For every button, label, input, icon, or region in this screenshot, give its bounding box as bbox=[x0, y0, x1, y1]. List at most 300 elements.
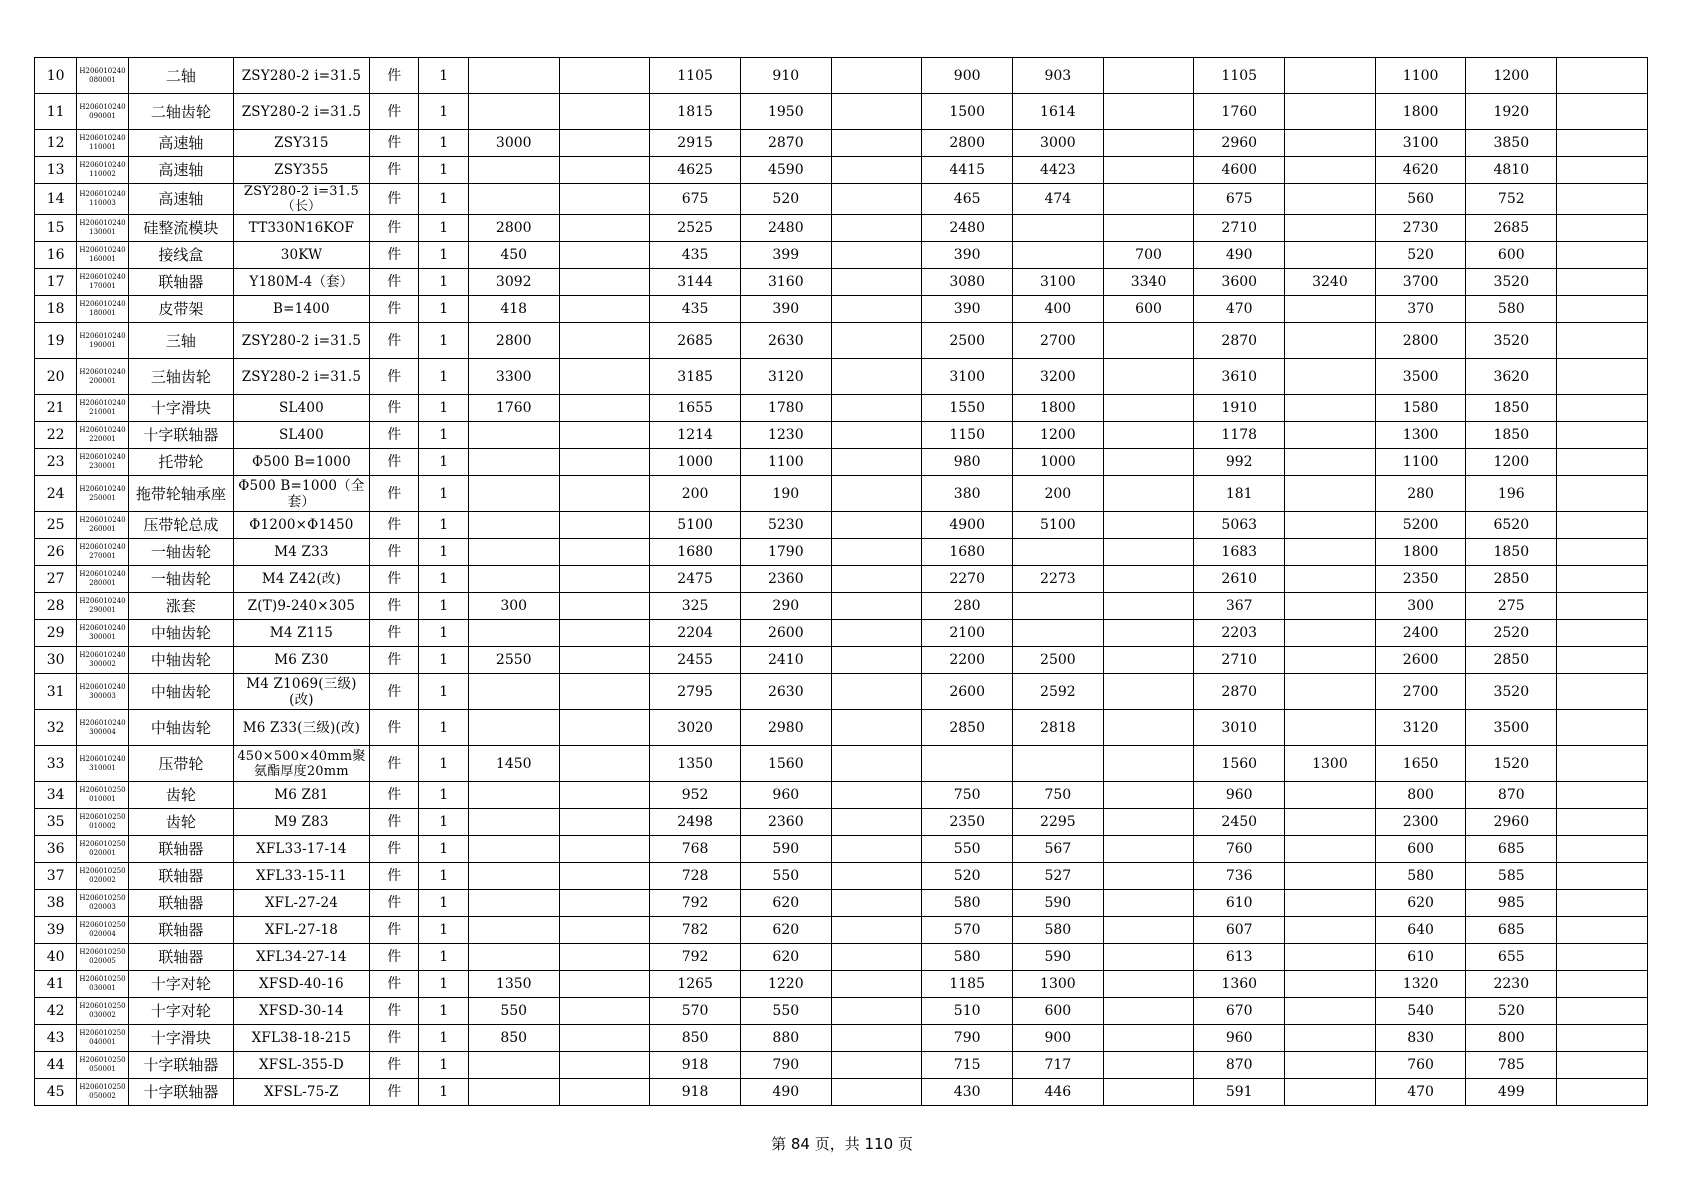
price-col-4-cell: 620 bbox=[740, 944, 831, 971]
price-col-13-cell bbox=[1557, 836, 1648, 863]
unit-cell: 件 bbox=[369, 1079, 418, 1106]
table-row bbox=[35, 917, 1648, 944]
table-row bbox=[35, 593, 1648, 620]
price-col-5-cell bbox=[831, 130, 922, 157]
item-code-cell: H206010250020002 bbox=[77, 863, 129, 890]
item-name-cell: 十字对轮 bbox=[128, 971, 233, 998]
item-name-cell: 十字联轴器 bbox=[128, 1079, 233, 1106]
price-col-10-cell bbox=[1285, 566, 1376, 593]
table-row bbox=[35, 323, 1648, 359]
item-name-cell: 三轴 bbox=[128, 323, 233, 359]
table-body bbox=[35, 58, 1648, 1106]
price-col-12-cell: 3520 bbox=[1466, 674, 1557, 710]
unit-cell: 件 bbox=[369, 620, 418, 647]
price-col-3-cell: 2475 bbox=[650, 566, 741, 593]
price-col-10-cell: 1300 bbox=[1285, 746, 1376, 782]
price-col-1-cell bbox=[468, 1052, 559, 1079]
price-col-5-cell bbox=[831, 512, 922, 539]
table-row bbox=[35, 782, 1648, 809]
price-col-1-cell: 1350 bbox=[468, 971, 559, 998]
item-name-cell: 压带轮总成 bbox=[128, 512, 233, 539]
price-col-10-cell bbox=[1285, 184, 1376, 215]
price-col-8-cell: 3340 bbox=[1103, 269, 1194, 296]
item-spec-cell: XFL33-15-11 bbox=[233, 863, 369, 890]
item-spec-cell: XFSL-355-D bbox=[233, 1052, 369, 1079]
price-col-9-cell: 3010 bbox=[1194, 710, 1285, 746]
price-col-1-cell: 418 bbox=[468, 296, 559, 323]
unit-cell: 件 bbox=[369, 157, 418, 184]
price-col-10-cell bbox=[1285, 130, 1376, 157]
price-col-7-cell: 5100 bbox=[1013, 512, 1104, 539]
price-col-9-cell: 675 bbox=[1194, 184, 1285, 215]
item-name-cell: 联轴器 bbox=[128, 863, 233, 890]
price-col-2-cell bbox=[559, 323, 650, 359]
price-col-4-cell: 190 bbox=[740, 476, 831, 512]
table-row bbox=[35, 130, 1648, 157]
price-col-13-cell bbox=[1557, 512, 1648, 539]
price-col-4-cell: 2630 bbox=[740, 323, 831, 359]
price-col-7-cell: 750 bbox=[1013, 782, 1104, 809]
price-col-9-cell: 5063 bbox=[1194, 512, 1285, 539]
price-col-3-cell: 1680 bbox=[650, 539, 741, 566]
price-col-3-cell: 2915 bbox=[650, 130, 741, 157]
item-code-cell: H206010240300002 bbox=[77, 647, 129, 674]
price-col-2-cell bbox=[559, 710, 650, 746]
price-col-12-cell: 2850 bbox=[1466, 647, 1557, 674]
price-col-2-cell bbox=[559, 836, 650, 863]
item-spec-cell: XFSD-30-14 bbox=[233, 998, 369, 1025]
price-col-11-cell: 1100 bbox=[1375, 58, 1466, 94]
price-col-2-cell bbox=[559, 971, 650, 998]
quantity-cell: 1 bbox=[419, 215, 468, 242]
table-row bbox=[35, 422, 1648, 449]
price-col-13-cell bbox=[1557, 998, 1648, 1025]
table-row bbox=[35, 359, 1648, 395]
item-name-cell: 联轴器 bbox=[128, 944, 233, 971]
price-col-1-cell bbox=[468, 863, 559, 890]
price-col-11-cell: 4620 bbox=[1375, 157, 1466, 184]
price-col-11-cell: 800 bbox=[1375, 782, 1466, 809]
price-col-12-cell: 1200 bbox=[1466, 58, 1557, 94]
price-col-10-cell bbox=[1285, 998, 1376, 1025]
item-spec-cell: XFSD-40-16 bbox=[233, 971, 369, 998]
price-col-8-cell bbox=[1103, 539, 1194, 566]
price-col-6-cell: 2100 bbox=[922, 620, 1013, 647]
price-col-12-cell: 2960 bbox=[1466, 809, 1557, 836]
unit-cell: 件 bbox=[369, 566, 418, 593]
price-col-7-cell: 2592 bbox=[1013, 674, 1104, 710]
price-col-12-cell: 1920 bbox=[1466, 94, 1557, 130]
price-col-9-cell: 367 bbox=[1194, 593, 1285, 620]
price-col-7-cell: 1800 bbox=[1013, 395, 1104, 422]
price-col-7-cell: 590 bbox=[1013, 944, 1104, 971]
price-col-8-cell bbox=[1103, 1025, 1194, 1052]
price-col-9-cell: 1683 bbox=[1194, 539, 1285, 566]
price-col-13-cell bbox=[1557, 359, 1648, 395]
item-spec-cell: M4 Z115 bbox=[233, 620, 369, 647]
quantity-cell: 1 bbox=[419, 674, 468, 710]
price-col-9-cell: 870 bbox=[1194, 1052, 1285, 1079]
price-col-12-cell: 1520 bbox=[1466, 746, 1557, 782]
row-number-cell: 12 bbox=[35, 130, 77, 157]
price-col-10-cell bbox=[1285, 863, 1376, 890]
price-col-5-cell bbox=[831, 58, 922, 94]
item-code-cell: H206010240300001 bbox=[77, 620, 129, 647]
price-col-3-cell: 675 bbox=[650, 184, 741, 215]
price-col-6-cell: 2850 bbox=[922, 710, 1013, 746]
price-col-1-cell bbox=[468, 809, 559, 836]
price-col-13-cell bbox=[1557, 917, 1648, 944]
row-number-cell: 15 bbox=[35, 215, 77, 242]
table-row bbox=[35, 647, 1648, 674]
price-col-5-cell bbox=[831, 323, 922, 359]
price-col-10-cell bbox=[1285, 971, 1376, 998]
price-col-12-cell: 600 bbox=[1466, 242, 1557, 269]
price-col-7-cell: 2295 bbox=[1013, 809, 1104, 836]
price-col-2-cell bbox=[559, 539, 650, 566]
price-col-10-cell bbox=[1285, 58, 1376, 94]
price-col-2-cell bbox=[559, 422, 650, 449]
price-col-2-cell bbox=[559, 359, 650, 395]
unit-cell: 件 bbox=[369, 863, 418, 890]
price-col-9-cell: 607 bbox=[1194, 917, 1285, 944]
price-col-10-cell bbox=[1285, 647, 1376, 674]
price-col-7-cell bbox=[1013, 242, 1104, 269]
item-spec-cell: SL400 bbox=[233, 422, 369, 449]
price-col-8-cell bbox=[1103, 157, 1194, 184]
price-col-11-cell: 2600 bbox=[1375, 647, 1466, 674]
price-col-2-cell bbox=[559, 809, 650, 836]
price-col-12-cell: 6520 bbox=[1466, 512, 1557, 539]
price-col-6-cell: 4415 bbox=[922, 157, 1013, 184]
price-col-13-cell bbox=[1557, 647, 1648, 674]
price-col-7-cell: 2273 bbox=[1013, 566, 1104, 593]
quantity-cell: 1 bbox=[419, 157, 468, 184]
price-col-8-cell bbox=[1103, 58, 1194, 94]
price-col-7-cell: 567 bbox=[1013, 836, 1104, 863]
quantity-cell: 1 bbox=[419, 746, 468, 782]
item-spec-cell: ZSY280-2 i=31.5 bbox=[233, 323, 369, 359]
price-col-8-cell bbox=[1103, 809, 1194, 836]
unit-cell: 件 bbox=[369, 836, 418, 863]
price-col-9-cell: 181 bbox=[1194, 476, 1285, 512]
unit-cell: 件 bbox=[369, 944, 418, 971]
price-col-12-cell: 1850 bbox=[1466, 422, 1557, 449]
price-col-5-cell bbox=[831, 269, 922, 296]
price-col-8-cell bbox=[1103, 184, 1194, 215]
quantity-cell: 1 bbox=[419, 971, 468, 998]
price-col-1-cell: 450 bbox=[468, 242, 559, 269]
row-number-cell: 30 bbox=[35, 647, 77, 674]
price-col-10-cell bbox=[1285, 593, 1376, 620]
price-col-10-cell bbox=[1285, 323, 1376, 359]
item-name-cell: 拖带轮轴承座 bbox=[128, 476, 233, 512]
price-col-2-cell bbox=[559, 566, 650, 593]
item-spec-cell: ZSY280-2 i=31.5 bbox=[233, 94, 369, 130]
price-col-13-cell bbox=[1557, 971, 1648, 998]
price-col-4-cell: 399 bbox=[740, 242, 831, 269]
price-col-5-cell bbox=[831, 593, 922, 620]
unit-cell: 件 bbox=[369, 593, 418, 620]
table-row bbox=[35, 998, 1648, 1025]
table-row bbox=[35, 184, 1648, 215]
price-col-11-cell: 1650 bbox=[1375, 746, 1466, 782]
price-col-7-cell: 2700 bbox=[1013, 323, 1104, 359]
unit-cell: 件 bbox=[369, 782, 418, 809]
price-col-8-cell bbox=[1103, 710, 1194, 746]
price-col-13-cell bbox=[1557, 269, 1648, 296]
row-number-cell: 42 bbox=[35, 998, 77, 1025]
price-col-10-cell bbox=[1285, 710, 1376, 746]
item-code-cell: H206010240260001 bbox=[77, 512, 129, 539]
price-col-12-cell: 785 bbox=[1466, 1052, 1557, 1079]
item-code-cell: H206010240230001 bbox=[77, 449, 129, 476]
price-col-3-cell: 782 bbox=[650, 917, 741, 944]
price-col-13-cell bbox=[1557, 674, 1648, 710]
table-row bbox=[35, 944, 1648, 971]
price-col-6-cell: 980 bbox=[922, 449, 1013, 476]
item-code-cell: H206010250010001 bbox=[77, 782, 129, 809]
item-code-cell: H206010250020005 bbox=[77, 944, 129, 971]
quantity-cell: 1 bbox=[419, 647, 468, 674]
price-col-2-cell bbox=[559, 944, 650, 971]
price-col-5-cell bbox=[831, 359, 922, 395]
price-col-1-cell bbox=[468, 58, 559, 94]
price-col-5-cell bbox=[831, 890, 922, 917]
row-number-cell: 40 bbox=[35, 944, 77, 971]
item-code-cell: H206010240200001 bbox=[77, 359, 129, 395]
unit-cell: 件 bbox=[369, 296, 418, 323]
price-col-13-cell bbox=[1557, 449, 1648, 476]
unit-cell: 件 bbox=[369, 971, 418, 998]
price-col-6-cell: 1500 bbox=[922, 94, 1013, 130]
item-spec-cell: ZSY315 bbox=[233, 130, 369, 157]
price-col-8-cell bbox=[1103, 944, 1194, 971]
unit-cell: 件 bbox=[369, 674, 418, 710]
price-col-1-cell: 550 bbox=[468, 998, 559, 1025]
row-number-cell: 45 bbox=[35, 1079, 77, 1106]
price-col-13-cell bbox=[1557, 944, 1648, 971]
price-col-5-cell bbox=[831, 94, 922, 130]
item-code-cell: H206010250020001 bbox=[77, 836, 129, 863]
price-col-6-cell: 790 bbox=[922, 1025, 1013, 1052]
price-col-1-cell bbox=[468, 449, 559, 476]
quantity-cell: 1 bbox=[419, 710, 468, 746]
price-col-11-cell: 5200 bbox=[1375, 512, 1466, 539]
row-number-cell: 43 bbox=[35, 1025, 77, 1052]
price-col-10-cell bbox=[1285, 422, 1376, 449]
price-col-1-cell: 2800 bbox=[468, 323, 559, 359]
item-name-cell: 十字对轮 bbox=[128, 998, 233, 1025]
price-col-12-cell: 3620 bbox=[1466, 359, 1557, 395]
price-col-6-cell: 1150 bbox=[922, 422, 1013, 449]
price-col-12-cell: 752 bbox=[1466, 184, 1557, 215]
price-col-12-cell: 2850 bbox=[1466, 566, 1557, 593]
price-col-11-cell: 610 bbox=[1375, 944, 1466, 971]
price-col-4-cell: 550 bbox=[740, 863, 831, 890]
price-col-5-cell bbox=[831, 395, 922, 422]
price-col-12-cell: 2230 bbox=[1466, 971, 1557, 998]
table-row bbox=[35, 1025, 1648, 1052]
price-col-6-cell: 1550 bbox=[922, 395, 1013, 422]
price-col-4-cell: 490 bbox=[740, 1079, 831, 1106]
unit-cell: 件 bbox=[369, 917, 418, 944]
price-col-13-cell bbox=[1557, 890, 1648, 917]
item-spec-cell: M6 Z30 bbox=[233, 647, 369, 674]
quantity-cell: 1 bbox=[419, 1052, 468, 1079]
price-col-4-cell: 390 bbox=[740, 296, 831, 323]
item-code-cell: H206010250050001 bbox=[77, 1052, 129, 1079]
row-number-cell: 16 bbox=[35, 242, 77, 269]
price-col-2-cell bbox=[559, 746, 650, 782]
price-col-13-cell bbox=[1557, 476, 1648, 512]
unit-cell: 件 bbox=[369, 1052, 418, 1079]
table-row bbox=[35, 242, 1648, 269]
price-col-10-cell bbox=[1285, 917, 1376, 944]
table-row bbox=[35, 890, 1648, 917]
price-col-2-cell bbox=[559, 998, 650, 1025]
item-code-cell: H206010250040001 bbox=[77, 1025, 129, 1052]
price-col-3-cell: 4625 bbox=[650, 157, 741, 184]
price-col-3-cell: 200 bbox=[650, 476, 741, 512]
price-col-1-cell bbox=[468, 566, 559, 593]
price-col-11-cell: 2800 bbox=[1375, 323, 1466, 359]
price-col-11-cell: 1300 bbox=[1375, 422, 1466, 449]
price-col-9-cell: 1560 bbox=[1194, 746, 1285, 782]
price-col-6-cell: 280 bbox=[922, 593, 1013, 620]
unit-cell: 件 bbox=[369, 242, 418, 269]
item-spec-cell: Z(T)9-240×305 bbox=[233, 593, 369, 620]
item-code-cell: H206010240090001 bbox=[77, 94, 129, 130]
item-name-cell: 十字滑块 bbox=[128, 395, 233, 422]
row-number-cell: 27 bbox=[35, 566, 77, 593]
price-col-2-cell bbox=[559, 1079, 650, 1106]
price-col-11-cell: 300 bbox=[1375, 593, 1466, 620]
price-col-12-cell: 985 bbox=[1466, 890, 1557, 917]
price-col-5-cell bbox=[831, 476, 922, 512]
price-col-6-cell: 520 bbox=[922, 863, 1013, 890]
price-col-5-cell bbox=[831, 782, 922, 809]
quantity-cell: 1 bbox=[419, 1025, 468, 1052]
price-col-1-cell: 1450 bbox=[468, 746, 559, 782]
price-col-13-cell bbox=[1557, 395, 1648, 422]
unit-cell: 件 bbox=[369, 647, 418, 674]
price-col-8-cell bbox=[1103, 422, 1194, 449]
unit-cell: 件 bbox=[369, 359, 418, 395]
item-code-cell: H206010250030002 bbox=[77, 998, 129, 1025]
price-col-6-cell: 550 bbox=[922, 836, 1013, 863]
price-col-10-cell bbox=[1285, 94, 1376, 130]
price-col-1-cell: 3092 bbox=[468, 269, 559, 296]
price-col-2-cell bbox=[559, 296, 650, 323]
price-col-12-cell: 655 bbox=[1466, 944, 1557, 971]
table-row bbox=[35, 296, 1648, 323]
price-col-11-cell: 640 bbox=[1375, 917, 1466, 944]
price-col-8-cell: 600 bbox=[1103, 296, 1194, 323]
price-col-4-cell: 880 bbox=[740, 1025, 831, 1052]
price-col-4-cell: 2360 bbox=[740, 809, 831, 836]
price-col-11-cell: 1800 bbox=[1375, 539, 1466, 566]
item-name-cell: 联轴器 bbox=[128, 890, 233, 917]
price-col-9-cell: 3610 bbox=[1194, 359, 1285, 395]
price-col-4-cell: 1780 bbox=[740, 395, 831, 422]
price-col-8-cell bbox=[1103, 971, 1194, 998]
price-col-1-cell bbox=[468, 917, 559, 944]
table-row bbox=[35, 863, 1648, 890]
price-col-2-cell bbox=[559, 215, 650, 242]
price-col-4-cell: 2480 bbox=[740, 215, 831, 242]
price-col-3-cell: 1265 bbox=[650, 971, 741, 998]
price-col-6-cell: 3080 bbox=[922, 269, 1013, 296]
quantity-cell: 1 bbox=[419, 809, 468, 836]
price-col-11-cell: 3100 bbox=[1375, 130, 1466, 157]
price-col-11-cell: 3700 bbox=[1375, 269, 1466, 296]
price-col-1-cell: 2800 bbox=[468, 215, 559, 242]
item-name-cell: 联轴器 bbox=[128, 269, 233, 296]
price-col-12-cell: 3520 bbox=[1466, 323, 1557, 359]
price-col-7-cell: 903 bbox=[1013, 58, 1104, 94]
item-code-cell: H206010240110002 bbox=[77, 157, 129, 184]
price-col-9-cell: 670 bbox=[1194, 998, 1285, 1025]
price-col-10-cell bbox=[1285, 359, 1376, 395]
price-col-1-cell bbox=[468, 476, 559, 512]
price-col-6-cell: 580 bbox=[922, 944, 1013, 971]
price-col-13-cell bbox=[1557, 746, 1648, 782]
price-col-11-cell: 620 bbox=[1375, 890, 1466, 917]
item-name-cell: 中轴齿轮 bbox=[128, 620, 233, 647]
item-name-cell: 三轴齿轮 bbox=[128, 359, 233, 395]
table-row bbox=[35, 395, 1648, 422]
price-col-12-cell: 3520 bbox=[1466, 269, 1557, 296]
price-col-6-cell: 4900 bbox=[922, 512, 1013, 539]
price-col-3-cell: 1000 bbox=[650, 449, 741, 476]
price-col-1-cell bbox=[468, 184, 559, 215]
quantity-cell: 1 bbox=[419, 998, 468, 1025]
quantity-cell: 1 bbox=[419, 836, 468, 863]
price-col-12-cell: 685 bbox=[1466, 836, 1557, 863]
price-col-9-cell: 1178 bbox=[1194, 422, 1285, 449]
price-col-10-cell bbox=[1285, 836, 1376, 863]
unit-cell: 件 bbox=[369, 58, 418, 94]
price-col-4-cell: 1790 bbox=[740, 539, 831, 566]
price-col-8-cell bbox=[1103, 890, 1194, 917]
table-row bbox=[35, 809, 1648, 836]
item-name-cell: 十字联轴器 bbox=[128, 1052, 233, 1079]
unit-cell: 件 bbox=[369, 269, 418, 296]
item-spec-cell: M4 Z33 bbox=[233, 539, 369, 566]
item-code-cell: H206010250050002 bbox=[77, 1079, 129, 1106]
price-col-2-cell bbox=[559, 1025, 650, 1052]
row-number-cell: 19 bbox=[35, 323, 77, 359]
price-col-4-cell: 2980 bbox=[740, 710, 831, 746]
quantity-cell: 1 bbox=[419, 323, 468, 359]
price-col-9-cell: 736 bbox=[1194, 863, 1285, 890]
price-col-10-cell bbox=[1285, 242, 1376, 269]
quantity-cell: 1 bbox=[419, 476, 468, 512]
price-col-1-cell bbox=[468, 782, 559, 809]
price-col-11-cell: 520 bbox=[1375, 242, 1466, 269]
price-col-6-cell: 1680 bbox=[922, 539, 1013, 566]
price-col-10-cell bbox=[1285, 449, 1376, 476]
price-col-2-cell bbox=[559, 917, 650, 944]
price-col-6-cell: 2800 bbox=[922, 130, 1013, 157]
row-number-cell: 14 bbox=[35, 184, 77, 215]
item-code-cell: H206010240310001 bbox=[77, 746, 129, 782]
price-col-11-cell: 2400 bbox=[1375, 620, 1466, 647]
price-col-2-cell bbox=[559, 395, 650, 422]
item-spec-cell: SL400 bbox=[233, 395, 369, 422]
row-number-cell: 24 bbox=[35, 476, 77, 512]
